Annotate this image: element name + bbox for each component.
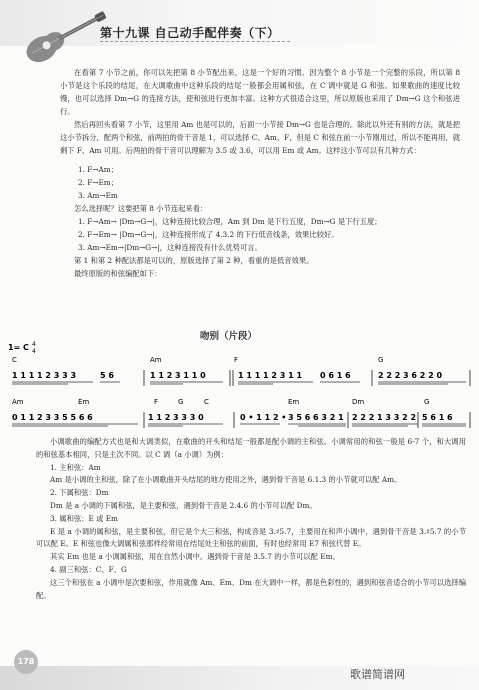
- score-bar: 0 • 1 1 2 •: [240, 413, 287, 422]
- score-bar: 1 1 1 1 2 3 3 3: [12, 371, 77, 380]
- score-bar: 0 6 1 6: [320, 371, 351, 380]
- section-body: Am 是小调的主和弦，除了在小调歌曲开头结尾的地方使用之外，遇到骨干音是 6.1.3 的小节就可以配 Am。: [50, 475, 402, 485]
- chord-label: G: [424, 398, 430, 406]
- text-block-bottom: [36, 436, 466, 602]
- text-block-top: [60, 66, 460, 280]
- watermark-text: 歌谱简谱网: [350, 668, 405, 681]
- time-bottom: 4: [32, 348, 36, 355]
- key-signature: 1= C: [8, 343, 29, 352]
- score-bar: 1 1 2 3 1 1 0: [150, 371, 206, 380]
- chord-label: Dm: [352, 398, 365, 406]
- chord-label: G: [178, 398, 184, 406]
- section-body: 其实 Em 也是 a 小调属和弦，用在自然小调中。遇到骨干音是 3.5.7 的小节可以配 Em。: [50, 552, 340, 562]
- option-item: 1. F→Am；: [78, 165, 118, 174]
- song-title: 吻别（片段）: [200, 331, 258, 342]
- page-header: [0, 0, 479, 46]
- section-body: 这三个和弦在 a 小调中是次要和弦，作用就像 Am、Em、Dm 在大调中一样，都是色彩性的，遇到和弦音适合的小节可以选择编配。: [36, 577, 466, 600]
- chord-label: Em: [288, 398, 300, 406]
- paragraph: 怎么选择呢？这要把第 8 小节连起来看：: [74, 204, 208, 213]
- chord-label: C: [12, 356, 17, 364]
- lesson-title: 第十九课 自己动手配伴奏（下）: [100, 26, 280, 40]
- option-item: 2. F→Em；: [78, 178, 119, 187]
- chord-label: F: [234, 356, 239, 364]
- option-item: 2. F→Em→ |Dm→G→|，这种连接形成了 4.3.2 的下行低音线条，效果比较好。: [78, 230, 339, 239]
- chord-label: F: [154, 398, 159, 406]
- option-item: 1. F→Am→ |Dm→G→|，这种连接比较合理，Am 到 Dm 是下行五度，Dm→G 是下行五度；: [78, 217, 382, 226]
- paragraph: 然后再回头看第 7 小节，这里用 Am 也是可以的，后面一小节接 Dm→G 也是合理的。除此以外还有别的方法，就是把这小节拆分，配两个和弦，前两拍的骨干音是 1，可以选择 C、Am、F，但是 C 和弦在前一小节刚用过，所以不能再用，就剩下 F、Am 可用。后两拍的骨干音可以理解为 3.5 或 3.6，可以用 Em 或 Am。这样这小节可以有几种方式：: [60, 120, 460, 155]
- score-bar: 2 2 2 3 6 2 2 0: [378, 371, 443, 380]
- section-body: E 是 a 小调的属和弦，是主要和弦，但它是个大三和弦，构成音是 3.♯5.7，主要用在和声小调中，遇到骨干音是 3.♯5.7 的小节可以配 E。E 和弦也像大调属和弦那样经常用在结尾处主和弦的前面，有时也经常用 E7 和弦代替 E。: [36, 526, 466, 549]
- paragraph: 第 1 和第 2 种配法都是可以的，原版选择了第 2 种，看重的是低音效果。: [74, 256, 314, 265]
- score-bar: 1 1 2 3 3 3 0: [148, 413, 204, 422]
- option-item: 3. Am→Em: [78, 191, 118, 200]
- section-body: Dm 是 a 小调的下属和弦，是主要和弦，遇到骨干音是 2.4.6 的小节可以配 Dm。: [50, 500, 317, 510]
- score-bar: 3 5 6 6 3 2 1: [288, 413, 344, 422]
- time-top: 4: [32, 341, 36, 348]
- score-bar: 1 1 1 1 2 3 1 1: [238, 371, 303, 380]
- chord-label: Am: [150, 356, 162, 364]
- title-underline: [100, 41, 290, 43]
- section-head: 4. 副三和弦：C、F、G: [50, 564, 127, 574]
- option-item: 3. Am→Em→|Dm→G→|，这种连接没有什么优势可言。: [78, 243, 262, 252]
- score-bar: 2 2 2 1 3 3 2 2: [352, 413, 417, 422]
- music-score: [8, 340, 473, 440]
- page-number: 178: [14, 650, 38, 674]
- chord-label: G: [378, 356, 384, 364]
- footer-band: [0, 666, 479, 690]
- chord-label: Am: [12, 398, 24, 406]
- paragraph: 在看第 7 小节之前，你可以先把第 8 小节配出来，这是一个好的习惯。因为整个 8 小节是一个完整的乐段，所以第 8 小节是这个乐段的结尾，在大调歌曲中这种乐段的结尾一般都会用属和弦，在 C 调中就是 G 和弦。如果歌曲的速度比较慢，也可以选择 Dm→G 的连接方法，使和弦进行更加丰富。这种方式很适合这里，所以原版也采用了 Dm→G 这个和弦进行。: [60, 68, 460, 116]
- score-bar: 5 6: [100, 371, 114, 380]
- section-head: 2. 下属和弦：Dm: [50, 488, 109, 498]
- paragraph: 小调歌曲的编配方式也是和大调类似，在歌曲的开头和结尾一般都是配小调的主和弦。小调常用的和弦一般是 6-7 个，和大调用的和弦基本相同，只是主次不同。以 C 调（a 小调）为例：: [36, 437, 466, 459]
- score-bar: 5 6 1 6: [422, 413, 453, 422]
- chord-label: Em: [78, 398, 90, 406]
- section-head: 1. 主和弦：Am: [50, 462, 101, 472]
- score-bar: 0 1 1 2 3 3 5 5 6 6: [12, 413, 93, 422]
- chord-label: C: [204, 398, 209, 406]
- section-head: 3. 属和弦：E 或 Em: [50, 513, 118, 523]
- paragraph: 最终原版的和弦编配如下：: [74, 269, 162, 278]
